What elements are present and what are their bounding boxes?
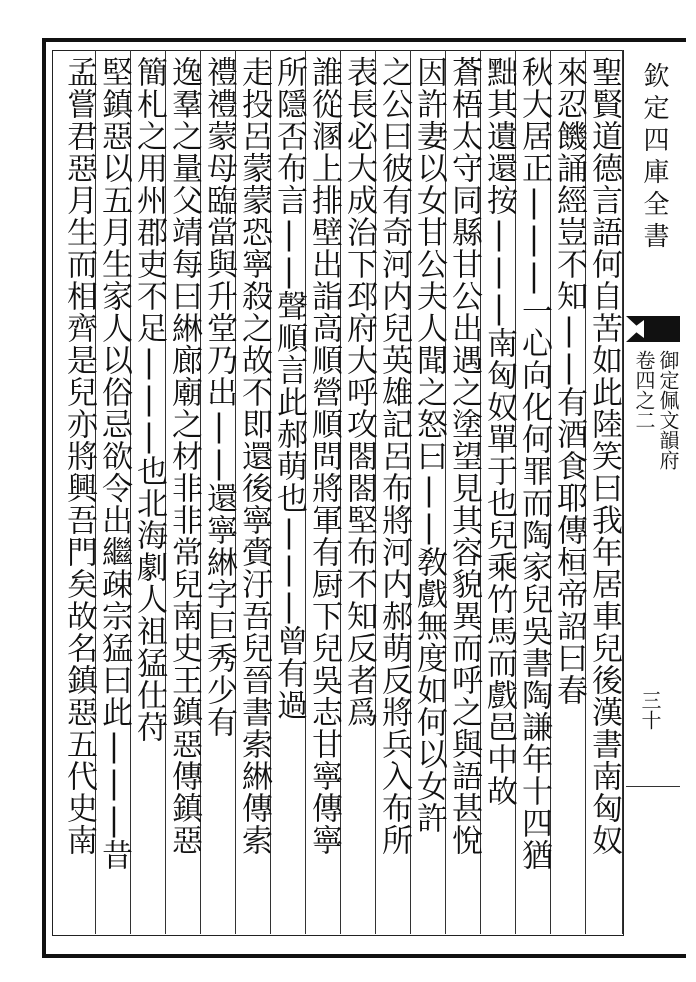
collection-title: 欽定四庫全書 bbox=[639, 62, 669, 254]
text-column: 黜其遺還按|||南匈奴單于也兒乘竹馬而戲邑中故 bbox=[481, 56, 517, 807]
text-column: 禮禮蒙母臨當與升堂乃出||還寧綝字巨秀少有 bbox=[201, 56, 237, 738]
text-column: 堅鎮惡以五月生家人以俗忌欲令出繼疎宗猛曰此|||昔 bbox=[96, 56, 132, 871]
text-column: 孟嘗君惡月生而相齊是兒亦將興吾門矣故名鎮惡五代史南 bbox=[61, 56, 97, 856]
text-column: 秋大居正|||一心向化何罪而陶家兒吳書陶謙年十四猶 bbox=[516, 56, 552, 871]
text-column: 之公曰彼有奇河内兒英雄記呂布將河内郝萌反將兵入布所 bbox=[376, 56, 412, 856]
text-column: 誰從溷上排壁出詣高順營順問將軍有厨下兒吳志甘寧傳寧 bbox=[306, 56, 342, 856]
text-column: 簡札之用州郡吏不足|||也北海劇人祖猛仕苻 bbox=[131, 56, 167, 743]
text-column: 蒼梧太守同縣甘公出遇之塗望見其容貌異而呼之與語甚悅 bbox=[446, 56, 482, 856]
fishtail-mark-icon bbox=[626, 316, 680, 342]
text-column: 表長必大成治下邳府大呼攻閤閤堅布不知反者爲 bbox=[341, 56, 377, 728]
text-column: 聖賢道德言語何自苦如此陸笑曰我年居車兒後漢書南匈奴 bbox=[586, 56, 622, 856]
text-column: 所隱否布言||聲順言此郝萌也|||曾有過 bbox=[271, 56, 307, 721]
volume-label: 卷四之二 bbox=[632, 350, 656, 430]
page-number: 三十 bbox=[638, 690, 662, 730]
text-column: 來忍饑誦經豈不知||有酒食耶傳桓帝詔曰春 bbox=[551, 56, 587, 706]
page-margin bbox=[626, 50, 680, 934]
text-column: 走投呂蒙蒙恐寧殺之故不即還後寧賫汙吾兒晉書索綝傳索 bbox=[236, 56, 272, 856]
page-number-rule bbox=[626, 786, 680, 787]
text-column: 逸羣之量父靖每曰綝廊廟之材非非常兒南史王鎮惡傳鎮惡 bbox=[166, 56, 202, 856]
text-column: 因許妻以女甘公夫人聞之怒曰||敎戲無度如何以女許 bbox=[411, 56, 447, 834]
book-title: 御定佩文韻府 bbox=[656, 350, 680, 470]
